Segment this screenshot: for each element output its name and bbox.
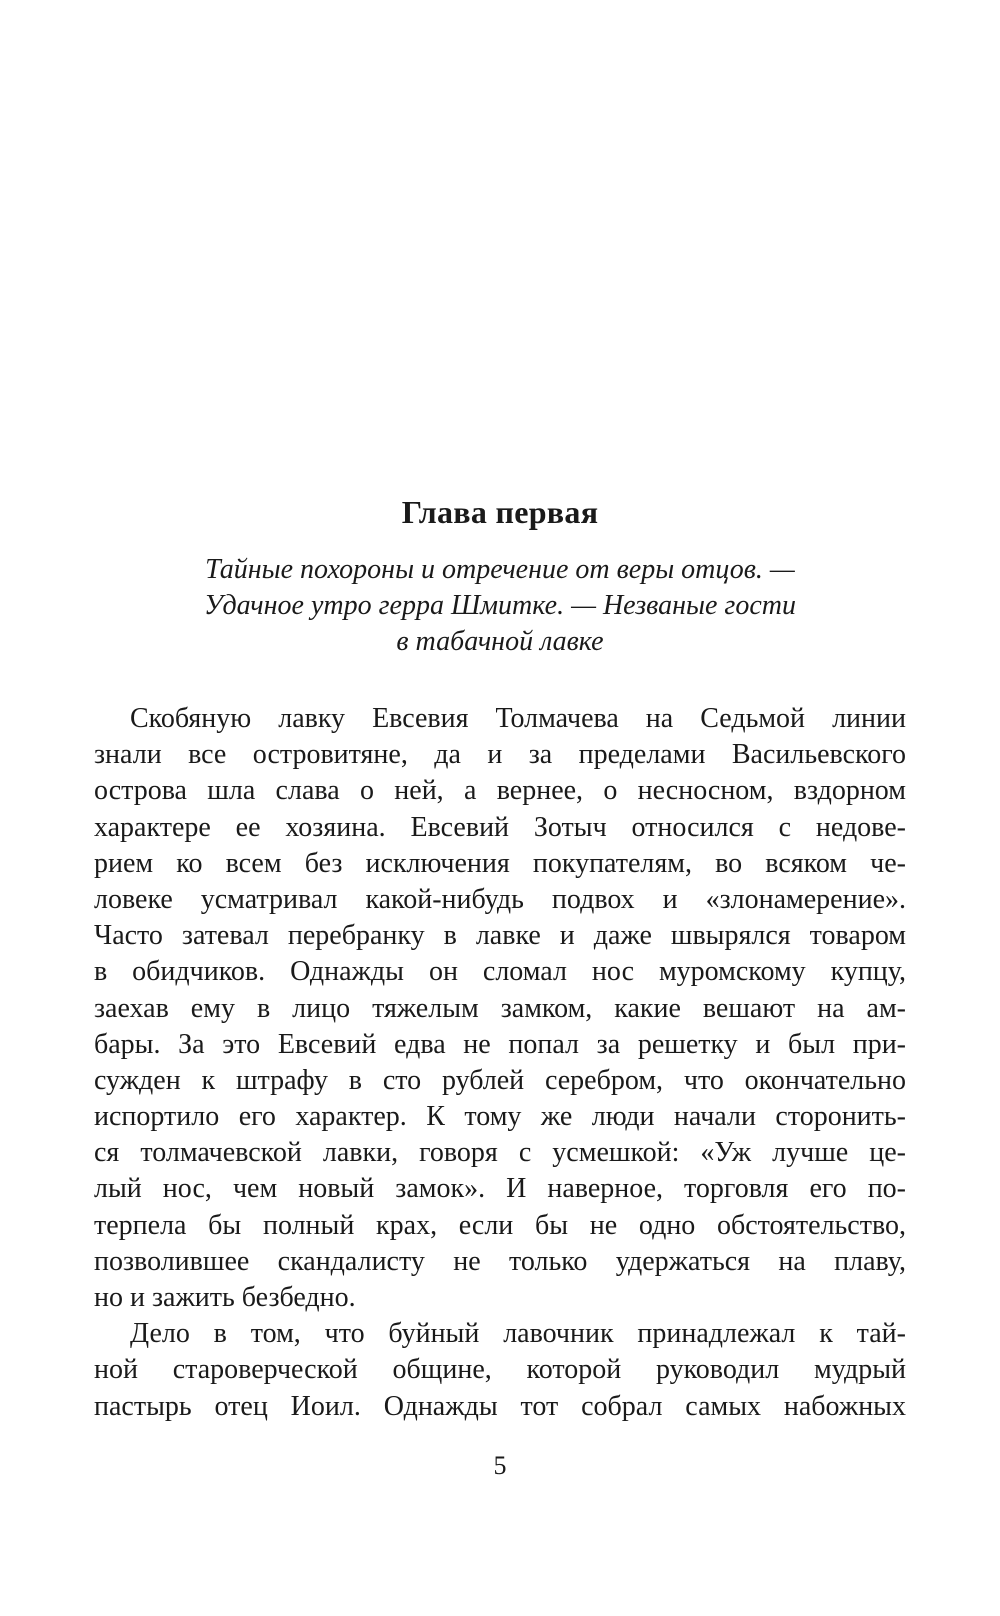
text-line: терпела бы полный крах, если бы не одно обстоятельство, bbox=[94, 1209, 906, 1241]
text-line: лый нос, чем новый замок». И наверное, торговля его по- bbox=[94, 1173, 906, 1205]
text-line: позволившее скандалисту не только удержаться на плаву, bbox=[94, 1245, 906, 1277]
text-line: Дело в том, что буйный лавочник принадлежал к тай- bbox=[130, 1318, 906, 1350]
text-line: знали все островитяне, да и за пределами Васильевского bbox=[94, 739, 906, 771]
body-text bbox=[94, 701, 906, 1425]
text-line: Скобяную лавку Евсевия Толмачева на Седьмой линии bbox=[130, 703, 906, 734]
epigraph-line: в табачной лавке bbox=[396, 626, 604, 657]
text-line: ной староверческой общине, которой руководил мудрый bbox=[94, 1354, 906, 1386]
epigraph-line: Удачное утро герра Шмитке. — Незваные гости bbox=[204, 590, 796, 621]
text-line: рием ко всем без исключения покупателям, во всяком че- bbox=[94, 847, 906, 879]
epigraph-line: Тайные похороны и отречение от веры отцов. — bbox=[205, 554, 795, 585]
text-line: пастырь отец Иоил. Однажды тот собрал самых набожных bbox=[94, 1390, 906, 1422]
text-line: в обидчиков. Однажды он сломал нос муромскому купцу, bbox=[94, 956, 906, 988]
text-line: острова шла слава о ней, а вернее, о несносном, вздорном bbox=[94, 775, 906, 807]
text-line: но и зажить безбедно. bbox=[94, 1282, 356, 1313]
text-line: заехав ему в лицо тяжелым замком, какие вешают на ам- bbox=[94, 992, 906, 1024]
text-line: характере ее хозяина. Евсевий Зотыч относился с недове- bbox=[94, 811, 906, 843]
text-line: ся толмачевской лавки, говоря с усмешкой: «Уж лучше це- bbox=[94, 1137, 906, 1169]
text-line: сужден к штрафу в сто рублей серебром, что окончательно bbox=[94, 1064, 906, 1096]
text-line: Часто затевал перебранку в лавке и даже швырялся товаром bbox=[94, 920, 906, 952]
chapter-title: Глава первая bbox=[401, 494, 599, 530]
text-line: ловеке усматривал какой-нибудь подвох и «злонамерение». bbox=[94, 883, 906, 915]
page-number: 5 bbox=[493, 1451, 507, 1480]
text-line: бары. За это Евсевий едва не попал за решетку и был при- bbox=[94, 1028, 906, 1060]
chapter-epigraph bbox=[140, 552, 860, 660]
text-line: испортило его характер. К тому же люди начали сторонить- bbox=[94, 1101, 906, 1133]
